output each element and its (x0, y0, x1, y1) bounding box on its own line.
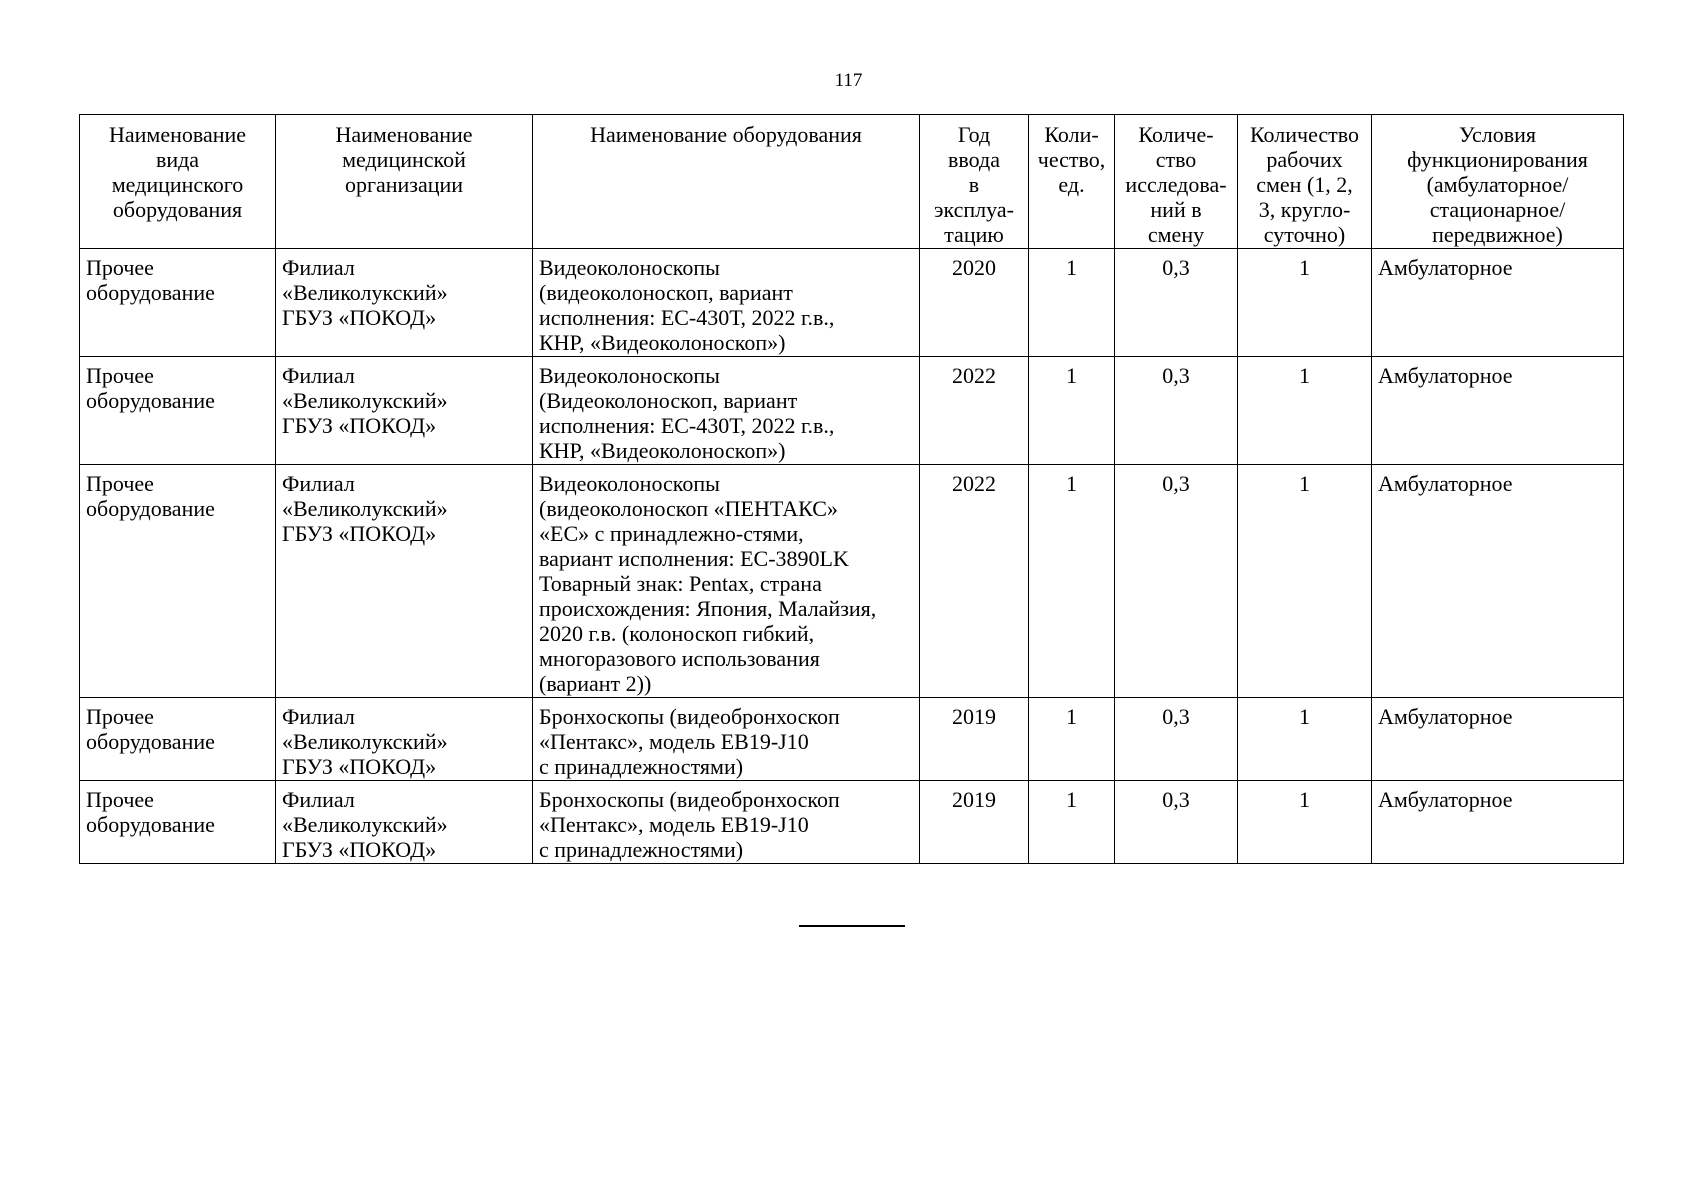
header-quantity: Коли- чество, ед. (1029, 115, 1115, 249)
cell-shifts: 1 (1238, 698, 1372, 781)
cell-conditions: Амбулаторное (1372, 357, 1624, 465)
table-row (80, 698, 1624, 781)
cell-organization: Филиал «Великолукский» ГБУЗ «ПОКОД» (276, 357, 533, 465)
cell-shifts: 1 (1238, 249, 1372, 357)
cell-equipment-type: Прочее оборудование (80, 781, 276, 864)
cell-organization: Филиал «Великолукский» ГБУЗ «ПОКОД» (276, 698, 533, 781)
cell-equipment-type: Прочее оборудование (80, 357, 276, 465)
cell-conditions: Амбулаторное (1372, 465, 1624, 698)
table-row (80, 465, 1624, 698)
cell-equipment-type: Прочее оборудование (80, 465, 276, 698)
cell-studies-per-shift: 0,3 (1115, 249, 1238, 357)
cell-equipment-name: Бронхоскопы (видеобронхоскоп «Пентакс», модель ЕВ19-J10 с принадлежностями) (533, 698, 920, 781)
table-header (80, 115, 1624, 249)
table-body (80, 249, 1624, 864)
table-row (80, 357, 1624, 465)
page-number: 117 (834, 70, 863, 91)
cell-equipment-type: Прочее оборудование (80, 249, 276, 357)
cell-equipment-type: Прочее оборудование (80, 698, 276, 781)
header-equipment-type: Наименование вида медицинского оборудования (80, 115, 276, 249)
table-row (80, 781, 1624, 864)
cell-quantity: 1 (1029, 781, 1115, 864)
header-year: Год ввода в эксплуа- тацию (920, 115, 1029, 249)
header-row (80, 115, 1624, 249)
cell-shifts: 1 (1238, 357, 1372, 465)
cell-equipment-name: Видеоколоноскопы (видеоколоноскоп «ПЕНТАКС» «ЕС» с принадлежно-стями, вариант исполнения: ЕС-3890LK Товарный знак: Pentax, страна происхождения: Япония, Малайзия, 2020 г.в. (колоноскоп гибкий, многоразового использования (вариант 2)) (533, 465, 920, 698)
cell-year: 2022 (920, 357, 1029, 465)
cell-quantity: 1 (1029, 357, 1115, 465)
equipment-table (79, 114, 1624, 864)
cell-shifts: 1 (1238, 781, 1372, 864)
header-conditions: Условия функционирования (амбулаторное/ стационарное/ передвижное) (1372, 115, 1624, 249)
table-row (80, 249, 1624, 357)
cell-year: 2019 (920, 698, 1029, 781)
cell-conditions: Амбулаторное (1372, 249, 1624, 357)
cell-quantity: 1 (1029, 698, 1115, 781)
cell-equipment-name: Бронхоскопы (видеобронхоскоп «Пентакс», модель ЕВ19-J10 с принадлежностями) (533, 781, 920, 864)
cell-organization: Филиал «Великолукский» ГБУЗ «ПОКОД» (276, 249, 533, 357)
footer-divider (799, 925, 905, 927)
header-shifts: Количество рабочих смен (1, 2, 3, кругло- суточно) (1238, 115, 1372, 249)
cell-conditions: Амбулаторное (1372, 698, 1624, 781)
cell-studies-per-shift: 0,3 (1115, 781, 1238, 864)
cell-equipment-name: Видеоколоноскопы (видеоколоноскоп, вариант исполнения: ЕС-430Т, 2022 г.в., КНР, «Видеоколоноскоп») (533, 249, 920, 357)
cell-studies-per-shift: 0,3 (1115, 698, 1238, 781)
cell-conditions: Амбулаторное (1372, 781, 1624, 864)
header-equipment-name: Наименование оборудования (533, 115, 920, 249)
cell-year: 2019 (920, 781, 1029, 864)
cell-studies-per-shift: 0,3 (1115, 357, 1238, 465)
cell-quantity: 1 (1029, 465, 1115, 698)
cell-year: 2022 (920, 465, 1029, 698)
cell-organization: Филиал «Великолукский» ГБУЗ «ПОКОД» (276, 781, 533, 864)
cell-organization: Филиал «Великолукский» ГБУЗ «ПОКОД» (276, 465, 533, 698)
cell-studies-per-shift: 0,3 (1115, 465, 1238, 698)
cell-shifts: 1 (1238, 465, 1372, 698)
cell-equipment-name: Видеоколоноскопы (Видеоколоноскоп, вариант исполнения: ЕС-430Т, 2022 г.в., КНР, «Видеоколоноскоп») (533, 357, 920, 465)
cell-year: 2020 (920, 249, 1029, 357)
header-organization: Наименование медицинской организации (276, 115, 533, 249)
header-studies-per-shift: Количе- ство исследова- ний в смену (1115, 115, 1238, 249)
cell-quantity: 1 (1029, 249, 1115, 357)
